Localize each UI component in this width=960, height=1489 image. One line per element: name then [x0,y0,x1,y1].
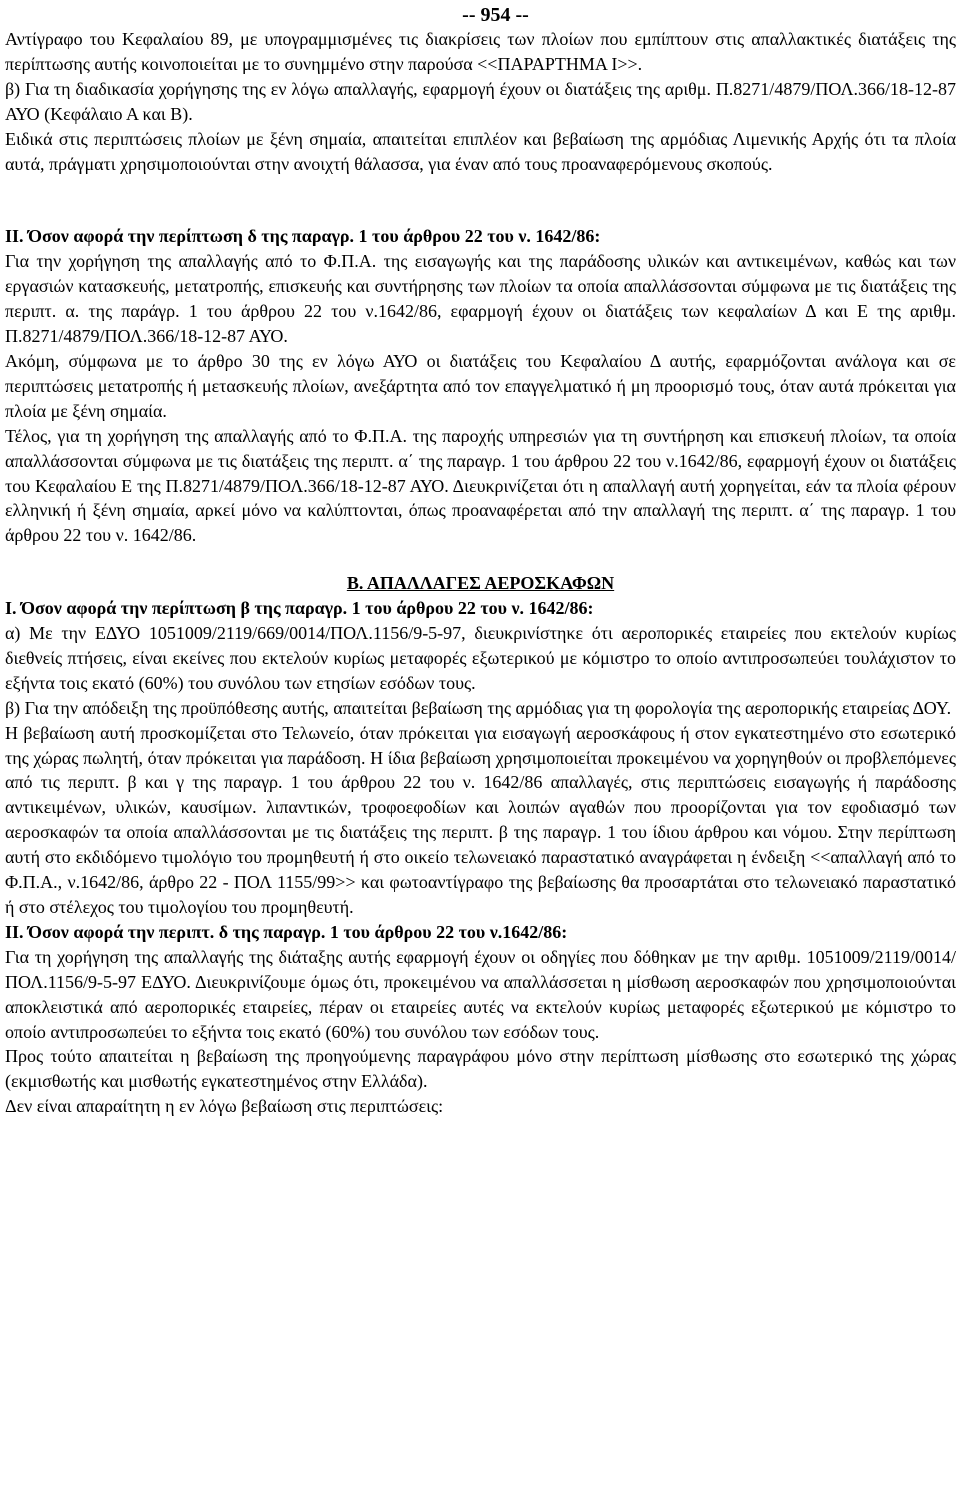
heading-ii-case-d-aircraft: ΙΙ. Όσον αφορά την περιπτ. δ της παραγρ. 1 του άρθρου 22 του ν.1642/86: [5,921,568,942]
page-number: -- 954 -- [462,4,529,26]
heading-i-case-b: Ι. Όσον αφορά την περίπτωση β της παραγρ. 1 του άρθρου 22 του ν. 1642/86: [5,598,594,619]
paragraph-doy-certificate: β) Για την απόδειξη της προϋπόθεσης αυτής, απαιτείται βεβαίωση της αρμόδιας για τη φορολογία της αεροπορικής εταιρείας ΔΟΥ. [5,697,952,718]
paragraph-aircraft-leasing: Για τη χορήγηση της απαλλαγής της διάταξης αυτής εφαρμογή έχουν οι οδηγίες που δόθηκαν με την αριθμ. 1051009/2119/0014/ΠΟΛ.1156/9-5-97 ΕΔΥΟ. Διευκρινίζουμε όμως ότι, προκειμένου να απαλλάσσεται η μίσθωση αεροσκαφών που χρησιμοποιούνται αποκλειστικά από αεροπορικές εταιρείες, πέραν οι εταιρείες αυτές να εκτελούν κυρίως μεταφορές εξωτερικού με κόμιστρο το οποίο αντιπροσωπεύει το εξήντα τοις εκατό (60%) του συνόλου των εσόδων τους. [5,946,956,1042]
paragraph-domestic-leasing: Προς τούτο απαιτείται η βεβαίωση της προηγούμενης παραγράφου μόνο στην περίπτωση μίσθωσης στο εσωτερικό της χώρας (εκμισθωτής και μισθωτής εγκατεστημένος στην Ελλάδα). [5,1046,956,1092]
paragraph-airlines-definition: α) Με την ΕΔΥΟ 1051009/2119/669/0014/ΠΟΛ.1156/9-5-97, διευκρινίστηκε ότι αεροπορικές εταιρείες που εκτελούν κυρίως διεθνείς πτήσεις, είναι εκείνες που εκτελούν κυρίως μεταφορές εξωτερικού με κόμιστρο το οποίο αντιπροσωπεύει τουλάχιστον το εξήντα τοις εκατό (60%) του συνόλου των ετησίων εσόδων τους. [5,623,956,693]
spacer [5,548,956,571]
spacer [5,176,956,224]
paragraph-chapter-89-copy: Αντίγραφο του Κεφαλαίου 89, με υπογραμμισμένες τις διακρίσεις των πλοίων που εμπίπτουν στις απαλλακτικές διατάξεις της περίπτωσης αυτής κοινοποιείται με το συνημμένο στην παρούσα <<ΠΑΡΑΡΤΗΜΑ Ι>>. [5,29,956,74]
paragraph-foreign-flag: Ειδικά στις περιπτώσεις πλοίων με ξένη σημαία, απαιτείται επιπλέον και βεβαίωση της αρμόδιας Λιμενικής Αρχής ότι τα πλοία αυτά, πράγματι χρησιμοποιούνται στην ανοιχτή θάλασσα, για έναν από τους προαναφερόμενους σκοπούς. [5,128,956,174]
paragraph-not-required: Δεν είναι απαραίτητη η εν λόγω βεβαίωση στις περιπτώσεις: [5,1096,444,1117]
heading-ii-case-d: ΙΙ. Όσον αφορά την περίπτωση δ της παραγρ. 1 του άρθρου 22 του ν. 1642/86: [5,226,601,247]
paragraph-maintenance-services: Τέλος, για τη χορήγηση της απαλλαγής από το Φ.Π.Α. της παροχής υπηρεσιών για τη συντήρηση και επισκευή πλοίων, τα οποία απαλλάσσονται σύμφωνα με τις διατάξεις της περιπτ. α΄ της παραγρ. 1 του άρθρου 22 του ν.1642/86, εφαρμογή έχουν οι διατάξεις του Κεφαλαίου Ε της Π.8271/4879/ΠΟΛ.366/18-12-87 ΑΥΟ. Διευκρινίζεται ότι η απαλλαγή αυτή χορηγείται, εάν τα πλοία φέρουν ελληνική ή ξένη σημαία, αρκεί μόνο να καλύπτονται, όπως προαναφέρεται από την απαλλαγή της περιπτ. α΄ της παραγρ. 1 του άρθρου 22 του ν. 1642/86. [5,425,956,546]
paragraph-article-30: Ακόμη, σύμφωνα με το άρθρο 30 της εν λόγω ΑΥΟ οι διατάξεις του Κεφαλαίου Δ αυτής, εφαρμόζονται ανάλογα και σε περιπτώσεις μετατροπής ή μετασκευής πλοίων, ανεξάρτητα από τον επαγγελματικό ή μη προορισμό τους, όταν αυτά πρόκειται για πλοία με ξένη σημαία. [5,350,956,421]
paragraph-vat-exemption-ships: Για την χορήγηση της απαλλαγής από το Φ.Π.Α. της εισαγωγής και της παράδοσης υλικών και αντικειμένων, καθώς και των εργασιών κατασκευής, μετατροπής, επισκευής και συντήρησης των πλοίων τα οποία απαλλάσσονται σύμφωνα με τις διατάξεις της περιπτ. α. της παράγρ. 1 του άρθρου 22 του ν.1642/86, εφαρμογή έχουν οι διατάξεις των κεφαλαίων Δ και Ε της αριθμ. Π.8271/4879/ΠΟΛ.366/18-12-87 ΑΥΟ. [5,251,956,347]
paragraph-certificate-customs: Η βεβαίωση αυτή προσκομίζεται στο Τελωνείο, όταν πρόκειται για εισαγωγή αεροσκάφους ή στον εγκατεστημένο στο εσωτερικό της χώρας πωλητή, όταν πρόκειται για παράδοση. Η ίδια βεβαίωση χρησιμοποιείται προκειμένου να χορηγηθούν οι προβλεπόμενες από τις περιπτ. β και γ της παραγρ. 1 του άρθρου 22 του ν. 1642/86 απαλλαγές, στις περιπτώσεις εισαγωγής ή παράδοσης αντικειμένων, υλικών, καυσίμων. λιπαντικών, τροφοεφοδίων και λοιπών αγαθών που προορίζονται για τον εφοδιασμό των αεροσκαφών τα οποία απαλλάσσονται με τις διατάξεις της περιπτ. β της παραγρ. 1 του ίδιου άρθρου και νόμου. Στην περίπτωση αυτή στο εκδιδόμενο τιμολόγιο του προμηθευτή ή στο οικείο τελωνειακό παραστατικό αναγράφεται η ένδειξη <<απαλλαγή από το Φ.Π.Α., ν.1642/86, άρθρο 22 - ΠΟΛ 1155/99>> και φωτοαντίγραφο της βεβαίωσης θα προσαρτάται στο τελωνειακό παραστατικό ή στο στέλεχος του τιμολογίου του προμηθευτή. [5,722,956,917]
paragraph-procedure-b: β) Για τη διαδικασία χορήγησης της εν λόγω απαλλαγής, εφαρμογή έχουν οι διατάξεις της αριθμ. Π.8271/4879/ΠΟΛ.366/18-12-87 ΑΥΟ (Κεφάλαιο Α και Β). [5,78,956,124]
section-b-title: Β. ΑΠΑΛΛΑΓΕΣ ΑΕΡΟΣΚΑΦΩΝ [346,573,615,594]
